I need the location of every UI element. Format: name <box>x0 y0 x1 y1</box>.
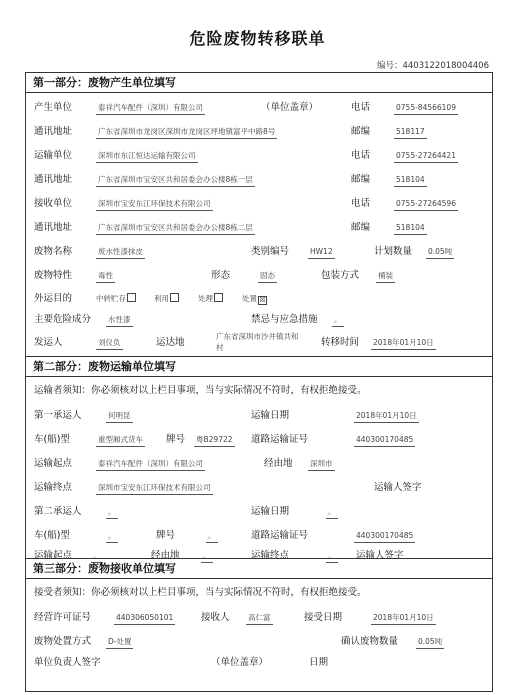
permit1[interactable]: 440300170485 <box>354 433 415 447</box>
receiver-addr-label: 通讯地址 <box>34 222 73 233</box>
end1[interactable]: 深圳市宝安东江环保技术有限公司 <box>96 481 213 495</box>
sign2-label: 运输人签字 <box>356 550 404 561</box>
hazard[interactable]: 水性漆 <box>106 313 133 327</box>
date2-label: 运输日期 <box>251 506 290 517</box>
waste-char-label: 废物特性 <box>34 270 73 281</box>
purpose-utilize-checkbox[interactable] <box>170 293 179 302</box>
receiver-value[interactable]: 深圳市宝安东江环保技术有限公司 <box>96 197 213 211</box>
license[interactable]: 440306050101 <box>114 611 175 625</box>
transport-notice: 运输者须知：你必须核对以上栏目事项，当与实际情况不符时，有权拒绝接受。 <box>34 385 367 396</box>
waste-name[interactable]: 废水性漆抹皮 <box>96 245 145 259</box>
confirm-qty-label: 确认废物数量 <box>341 636 399 647</box>
purpose-opt-utilize-text: 利用 <box>154 294 169 303</box>
transfer-time-label: 转移时间 <box>321 337 360 348</box>
date1[interactable]: 2018年01月10日 <box>354 409 419 423</box>
origin-label: 发运人 <box>34 337 63 348</box>
prohibit-label: 禁忌与应急措施 <box>251 314 318 325</box>
producer-label: 产生单位 <box>34 102 73 113</box>
receiver-row <box>26 197 492 215</box>
end1-row <box>26 481 492 499</box>
via2[interactable]: 。 <box>201 549 213 563</box>
part3-heading: 第三部分：废物接收单位填写 <box>26 559 492 579</box>
waste-char[interactable]: 毒性 <box>96 269 115 283</box>
packaging-label: 包装方式 <box>321 270 360 281</box>
destination-label: 运达地 <box>156 337 185 348</box>
purpose-opt-storage-text: 中转贮存 <box>96 294 126 303</box>
vehicle1-row <box>26 433 492 451</box>
producer-addr-row <box>26 125 492 143</box>
producer-phone[interactable]: 0755-84566109 <box>394 101 458 115</box>
vehicle2-row <box>26 529 492 547</box>
via2-label: 经由地 <box>151 550 180 561</box>
producer-phone-label: 电话 <box>351 102 371 113</box>
permit1-label: 道路运输证号 <box>251 434 309 445</box>
start1-row <box>26 457 492 475</box>
document-number: 编号：4403122018004406 <box>376 61 489 71</box>
transporter-addr[interactable]: 广东省深圳市宝安区共和居委会办公楼8栋一层 <box>96 173 255 187</box>
end2-label: 运输终点 <box>251 550 290 561</box>
permit2-label: 道路运输证号 <box>251 530 309 541</box>
carrier2-row <box>26 505 492 523</box>
part2-section <box>26 357 492 561</box>
vehicle1-label: 车(船)型 <box>34 434 70 445</box>
purpose-opt-dispose[interactable] <box>242 292 267 306</box>
head-sign-label: 单位负责人签字 <box>34 657 101 668</box>
transporter-row <box>26 149 492 167</box>
start1[interactable]: 泰祥汽车配件（深圳）有限公司 <box>96 457 205 471</box>
recv-date-label: 接受日期 <box>304 612 343 623</box>
confirm-qty[interactable]: 0.05吨 <box>416 635 444 649</box>
waste-char-row <box>26 269 492 287</box>
plate2-label: 牌号 <box>156 530 176 541</box>
vehicle1[interactable]: 重型厢式货车 <box>96 433 145 447</box>
hazard-row <box>26 313 492 331</box>
plan-qty-label: 计划数量 <box>374 246 413 257</box>
end1-label: 运输终点 <box>34 482 73 493</box>
transporter-addr-row <box>26 173 492 191</box>
purpose-label: 外运目的 <box>34 293 73 304</box>
transfer-form <box>25 72 493 692</box>
disposal-row <box>26 635 492 653</box>
page-title: 危险废物转移联单 <box>189 29 326 48</box>
purpose-opt-utilize[interactable] <box>154 292 179 306</box>
transport-notice-row <box>26 384 492 402</box>
date-label: 日期 <box>309 657 329 668</box>
hazard-label: 主要危险成分 <box>34 314 92 325</box>
transporter-label: 运输单位 <box>34 150 73 161</box>
transporter-zip-label: 邮编 <box>351 174 371 185</box>
receiver-addr-row <box>26 221 492 239</box>
producer-value[interactable]: 泰祥汽车配件（深圳）有限公司 <box>96 101 205 115</box>
purpose-opt-treat[interactable] <box>198 292 223 306</box>
purpose-opt-dispose-text: 处置 <box>242 294 257 303</box>
prohibit[interactable]: 。 <box>332 313 344 327</box>
vehicle2-label: 车(船)型 <box>34 530 70 541</box>
part1-section <box>26 73 492 353</box>
transporter-addr-label: 通讯地址 <box>34 174 73 185</box>
permit2[interactable]: 440300170485 <box>354 529 415 543</box>
destination[interactable]: 广东省深圳市沙井镇共和村 <box>216 332 299 352</box>
recipient-label: 接收人 <box>201 612 230 623</box>
recipient[interactable]: 高仁富 <box>246 611 273 625</box>
end2[interactable]: 。 <box>326 549 338 563</box>
carrier1-label: 第一承运人 <box>34 410 82 421</box>
receiver-zip[interactable]: 518104 <box>394 221 427 235</box>
disposal-label: 废物处置方式 <box>34 636 92 647</box>
receiver-phone[interactable]: 0755-27264596 <box>394 197 458 211</box>
part2-heading: 第二部分：废物运输单位填写 <box>26 357 492 377</box>
receive-notice: 接受者须知：你必须核对以上栏目事项，当与实际情况不符时，有权拒绝接受。 <box>34 587 367 598</box>
producer-row <box>26 101 492 119</box>
producer-zip-label: 邮编 <box>351 126 371 137</box>
receive-notice-row <box>26 586 492 604</box>
disposal[interactable]: D-处置 <box>106 635 133 649</box>
sign1-label: 运输人签字 <box>374 482 422 493</box>
transporter-value[interactable]: 深圳市东江恒达运输有限公司 <box>96 149 198 163</box>
recv-date[interactable]: 2018年01月10日 <box>371 611 436 625</box>
receiver-label: 接收单位 <box>34 198 73 209</box>
producer-addr[interactable]: 广东省深圳市龙岗区深圳市龙岗区坪地镇富平中路8号 <box>96 125 277 139</box>
purpose-dispose-checkbox[interactable]: ☒ <box>259 296 266 304</box>
head-sign-row <box>26 656 492 674</box>
carrier1-row <box>26 409 492 427</box>
license-label: 经营许可证号 <box>34 612 92 623</box>
purpose-treat-checkbox[interactable] <box>214 293 223 302</box>
date1-label: 运输日期 <box>251 410 290 421</box>
receiver-phone-label: 电话 <box>351 198 371 209</box>
part1-heading: 第一部分：废物产生单位填写 <box>26 73 492 93</box>
form-label: 形态 <box>211 270 231 281</box>
seal-label: （单位盖章） <box>211 657 269 668</box>
receiver-zip-label: 邮编 <box>351 222 371 233</box>
start2-label: 运输起点 <box>34 550 73 561</box>
carrier2-label: 第二承运人 <box>34 506 82 517</box>
category-label: 类别编号 <box>251 246 290 257</box>
receiver-addr[interactable]: 广东省深圳市宝安区共和居委会办公楼8栋二层 <box>96 221 255 235</box>
part3-section <box>26 559 492 693</box>
origin[interactable]: 刘仪负 <box>96 336 123 350</box>
transporter-phone-label: 电话 <box>351 150 371 161</box>
producer-zip[interactable]: 518117 <box>394 125 427 139</box>
waste-name-label: 废物名称 <box>34 246 73 257</box>
plan-qty[interactable]: 0.05吨 <box>426 245 454 259</box>
transfer-time[interactable]: 2018年01月10日 <box>371 336 436 350</box>
producer-seal: （单位盖章） <box>261 102 319 113</box>
plate1[interactable]: 粤B29722 <box>194 433 235 447</box>
purpose-storage-checkbox[interactable] <box>127 293 136 302</box>
shipment-row <box>26 333 492 353</box>
start1-label: 运输起点 <box>34 458 73 469</box>
transporter-phone[interactable]: 0755-27264421 <box>394 149 458 163</box>
packaging[interactable]: 桶装 <box>376 269 395 283</box>
via1-label: 经由地 <box>264 458 293 469</box>
carrier1[interactable]: 何明昆 <box>106 409 133 423</box>
transporter-zip[interactable]: 518104 <box>394 173 427 187</box>
category[interactable]: HW12 <box>308 245 335 259</box>
carrier2[interactable]: 。 <box>106 505 118 519</box>
date2[interactable]: 。 <box>326 505 338 519</box>
form-value[interactable]: 固态 <box>258 269 277 283</box>
vehicle2[interactable]: 。 <box>106 529 118 543</box>
purpose-row <box>26 292 492 310</box>
plate1-label: 牌号 <box>166 434 186 445</box>
via1[interactable]: 深圳市 <box>308 457 335 471</box>
plate2[interactable]: 。 <box>206 529 218 543</box>
waste-name-row <box>26 245 492 263</box>
producer-addr-label: 通讯地址 <box>34 126 73 137</box>
start2[interactable]: 。 <box>91 549 103 563</box>
purpose-opt-treat-text: 处理 <box>198 294 213 303</box>
license-row <box>26 611 492 629</box>
purpose-opt-storage[interactable] <box>96 292 136 306</box>
